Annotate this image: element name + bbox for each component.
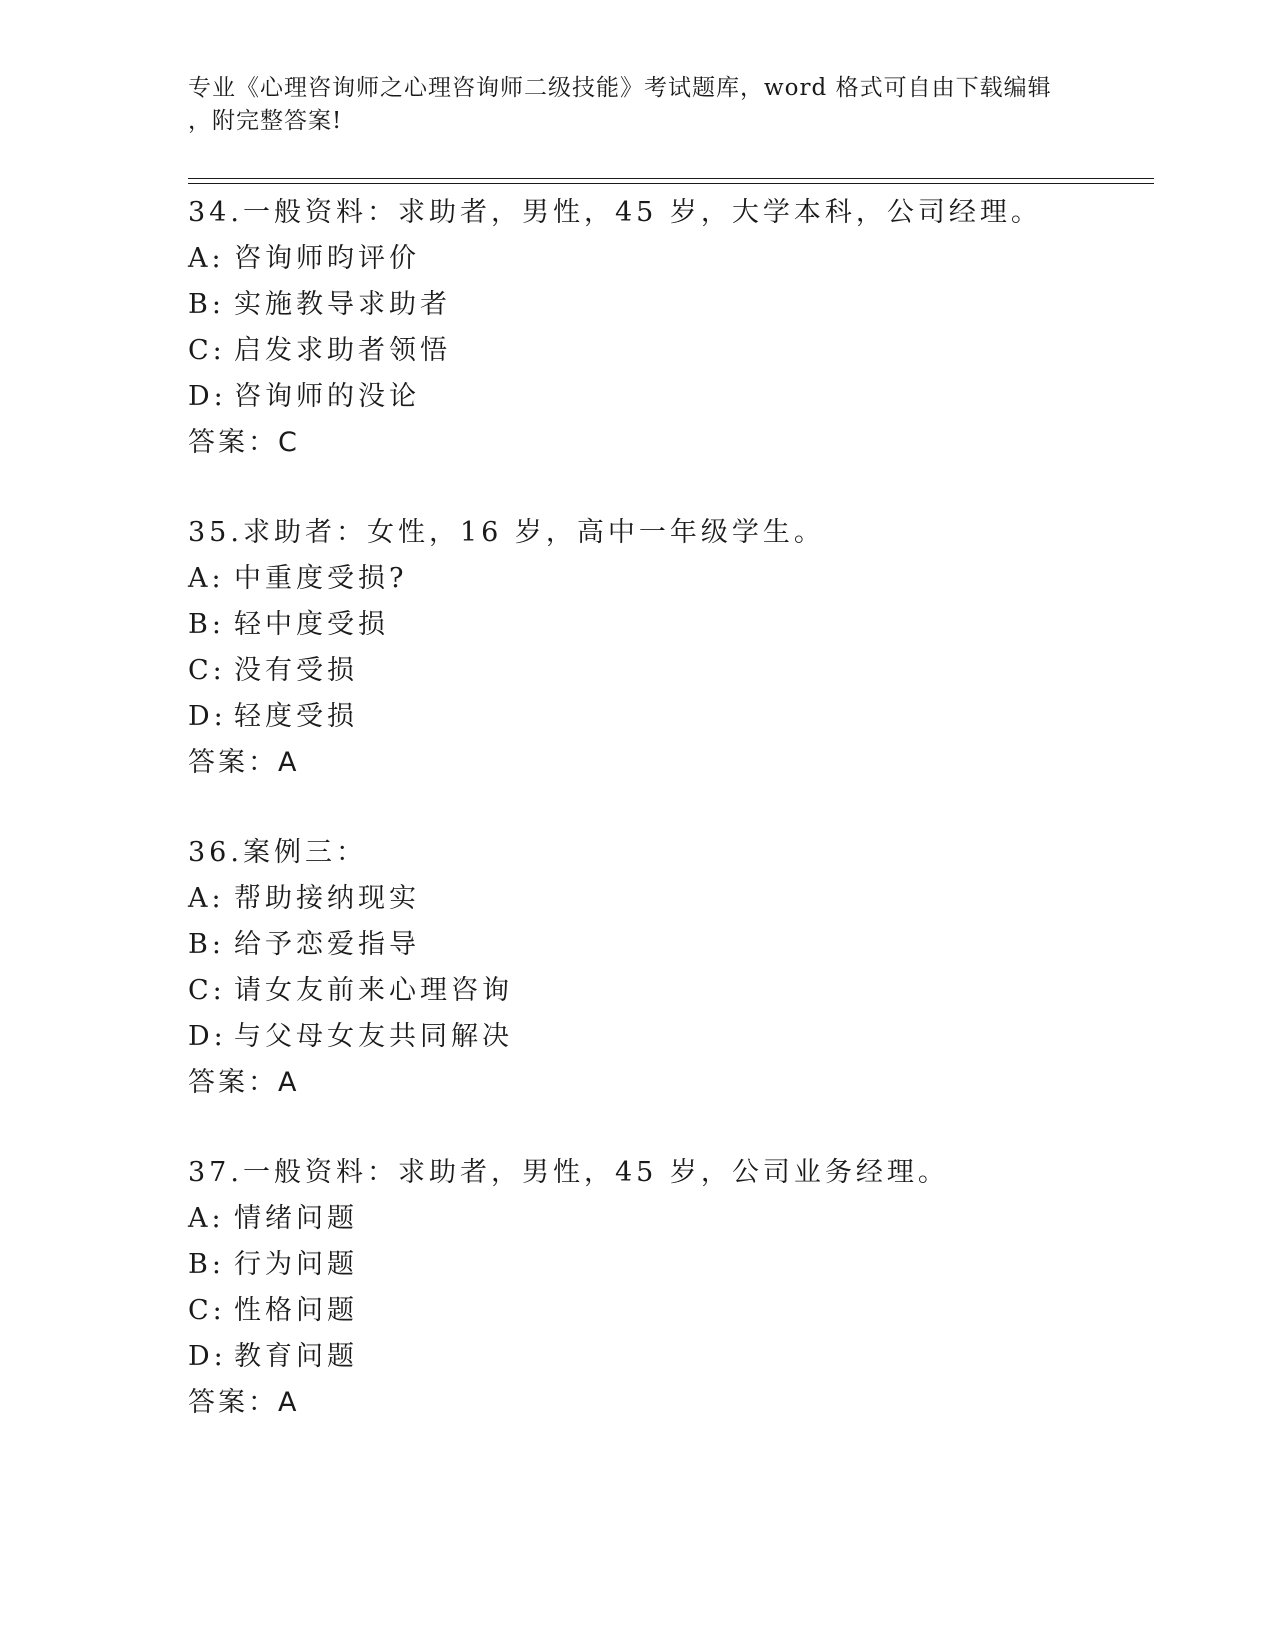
option-text: 与父母女友共同解决 (234, 1021, 513, 1052)
option-text: 没有受损 (234, 655, 358, 686)
option-text: 中重度受损? (234, 563, 408, 594)
option-text: 情绪问题 (234, 1203, 358, 1234)
option-text: 轻中度受损 (234, 609, 389, 640)
option-letter: C: (188, 975, 226, 1006)
option-text: 启发求助者领悟 (234, 335, 451, 366)
option-c (188, 328, 1148, 374)
answer-line: 答案：A (188, 747, 300, 778)
option-d (188, 1014, 1148, 1060)
option-a (188, 1196, 1148, 1242)
option-a (188, 236, 1148, 282)
option-c (188, 1288, 1148, 1334)
option-text: 教育问题 (234, 1341, 358, 1372)
option-letter: A: (188, 1203, 225, 1234)
option-b (188, 602, 1148, 648)
answer-line: 答案：A (188, 1067, 300, 1098)
option-d (188, 374, 1148, 420)
option-b (188, 922, 1148, 968)
question-title: 36.案例三： (188, 837, 367, 868)
option-letter: B: (188, 1249, 225, 1280)
answer-line: 答案：C (188, 427, 300, 458)
question-title: 37.一般资料：求助者，男性，45 岁，公司业务经理。 (188, 1157, 949, 1188)
option-text: 实施教导求助者 (234, 289, 451, 320)
header-divider-top (188, 178, 1154, 179)
option-letter: A: (188, 243, 225, 274)
option-letter: C: (188, 655, 226, 686)
question-block (188, 190, 1148, 466)
option-text: 性格问题 (234, 1295, 358, 1326)
option-letter: A: (188, 883, 225, 914)
option-d (188, 694, 1148, 740)
option-letter: B: (188, 929, 225, 960)
option-letter: C: (188, 335, 226, 366)
option-d (188, 1334, 1148, 1380)
option-text: 轻度受损 (234, 701, 358, 732)
header-line-2: ，附完整答案! (188, 108, 343, 134)
option-a (188, 556, 1148, 602)
header-divider-bottom (188, 183, 1154, 184)
option-b (188, 1242, 1148, 1288)
option-letter: D: (188, 1341, 227, 1372)
question-block (188, 510, 1148, 786)
question-block (188, 830, 1148, 1106)
option-a (188, 876, 1148, 922)
option-letter: D: (188, 701, 227, 732)
option-text: 给予恋爱指导 (234, 929, 420, 960)
option-letter: B: (188, 289, 225, 320)
option-text: 咨询师昀评价 (234, 243, 420, 274)
option-c (188, 648, 1148, 694)
question-title: 34.一般资料：求助者，男性，45 岁，大学本科，公司经理。 (188, 197, 1042, 228)
question-block (188, 1150, 1148, 1426)
answer-line: 答案：A (188, 1387, 300, 1418)
option-text: 请女友前来心理咨询 (234, 975, 513, 1006)
option-b (188, 282, 1148, 328)
option-letter: A: (188, 563, 225, 594)
option-text: 咨询师的没论 (234, 381, 420, 412)
option-letter: B: (188, 609, 225, 640)
option-letter: C: (188, 1295, 226, 1326)
header-line-1: 专业《心理咨询师之心理咨询师二级技能》考试题库，word 格式可自由下载编辑 (188, 75, 1052, 101)
option-letter: D: (188, 1021, 227, 1052)
option-c (188, 968, 1148, 1014)
document-header (188, 72, 1088, 138)
option-letter: D: (188, 381, 227, 412)
option-text: 行为问题 (234, 1249, 358, 1280)
option-text: 帮助接纳现实 (234, 883, 420, 914)
question-title: 35.求助者：女性，16 岁，高中一年级学生。 (188, 517, 825, 548)
